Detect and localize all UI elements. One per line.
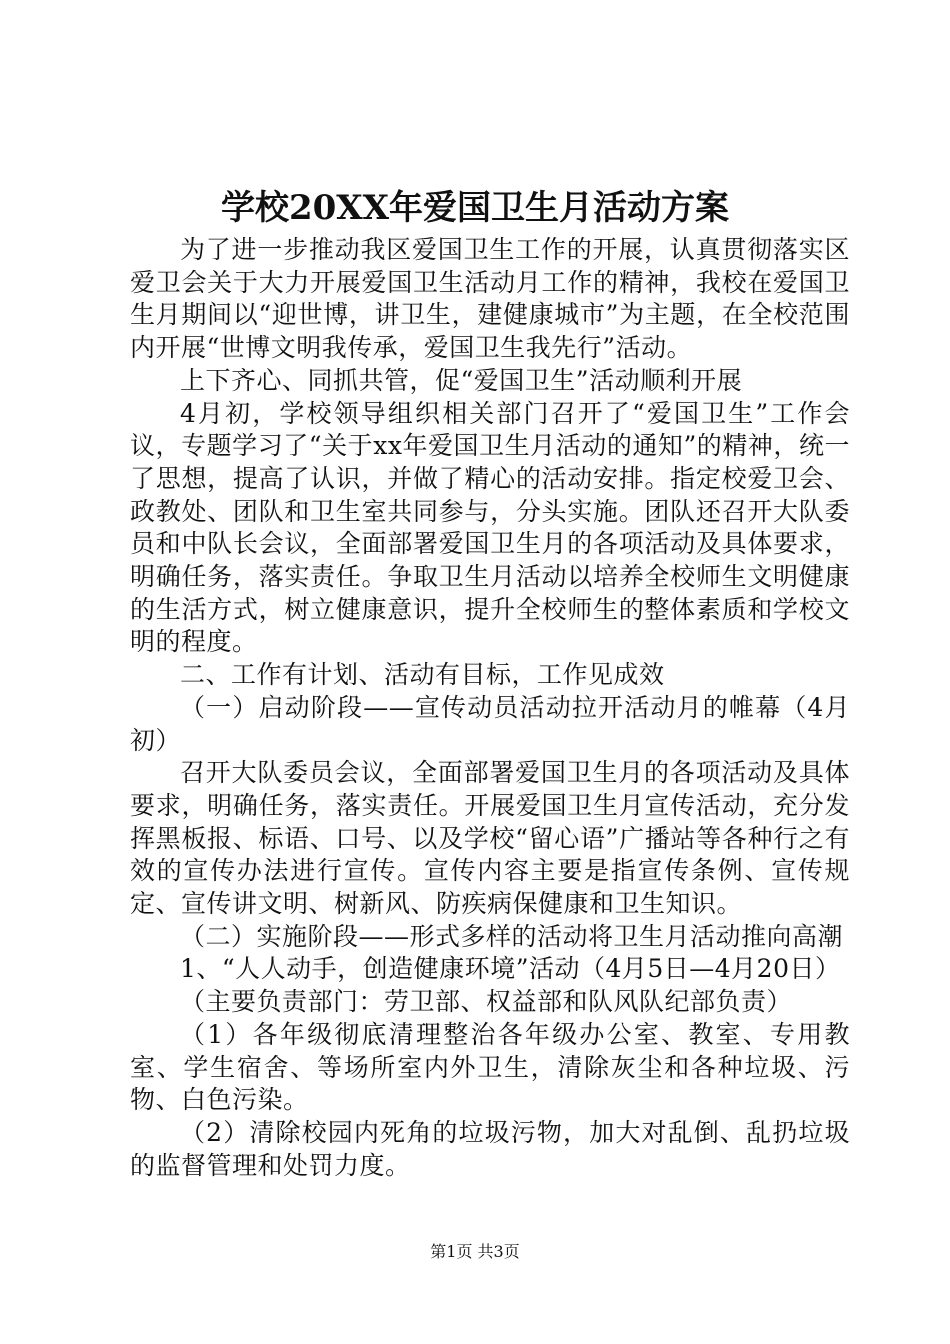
section-heading-1: 上下齐心、同抓共管，促“爱国卫生”活动顺利开展 bbox=[180, 365, 743, 395]
page-footer: 第1页 共3页 bbox=[430, 1242, 520, 1261]
paragraph-intro: 为了进一步推动我区爱国卫生工作的开展，认真贯彻落实区爱卫会关于大力开展爱国卫生活动月工作的精神，我校在爱国卫生月期间以“迎世博，讲卫生，建健康城市”为主题，在全校范围内开展“世博文明我传承，爱国卫生我先行”活动。 bbox=[130, 235, 850, 363]
list-item-2: （2）清除校园内死角的垃圾污物，加大对乱倒、乱扔垃圾的监督管理和处罚力度。 bbox=[130, 1117, 850, 1180]
page-title: 学校20XX年爱国卫生月活动方案 bbox=[220, 188, 730, 228]
list-item-1: （1）各年级彻底清理整治各年级办公室、教室、专用教室、学生宿舍、等场所室内外卫生，清除灰尘和各种垃圾、污物、白色污染。 bbox=[130, 1019, 850, 1115]
activity-item-1: 1、“人人动手，创造健康环境”活动（4月5日—4月20日） bbox=[180, 954, 841, 984]
responsible-departments: （主要负责部门：劳卫部、权益部和队风队纪部负责） bbox=[180, 987, 793, 1017]
paragraph-meeting: 4月初，学校领导组织相关部门召开了“爱国卫生”工作会议，专题学习了“关于xx年爱国卫生月活动的通知”的精神，统一了思想，提高了认识，并做了精心的活动安排。指定校爱卫会、政教处、团队和卫生室共同参与，分头实施。团队还召开大队委员和中队长会议，全面部署爱国卫生月的各项活动及具体要求，明确任务，落实责任。争取卫生月活动以培养全校师生文明健康的生活方式，树立健康意识，提升全校师生的整体素质和学校文明的程度。 bbox=[130, 398, 850, 657]
document-body bbox=[130, 234, 850, 1182]
subsection-heading-implement: （二）实施阶段——形式多样的活动将卫生月活动推向高潮 bbox=[180, 921, 844, 951]
section-heading-2: 二、工作有计划、活动有目标，工作见成效 bbox=[180, 660, 665, 690]
subsection-heading-launch: （一）启动阶段——宣传动员活动拉开活动月的帷幕（4月初） bbox=[130, 692, 850, 755]
paragraph-launch: 召开大队委员会议，全面部署爱国卫生月的各项活动及具体要求，明确任务，落实责任。开展爱国卫生月宣传活动，充分发挥黑板报、标语、口号、以及学校“留心语”广播站等各种行之有效的宣传办法进行宣传。宣传内容主要是指宣传条例、宣传规定、宣传讲文明、树新风、防疾病保健康和卫生知识。 bbox=[130, 758, 850, 919]
